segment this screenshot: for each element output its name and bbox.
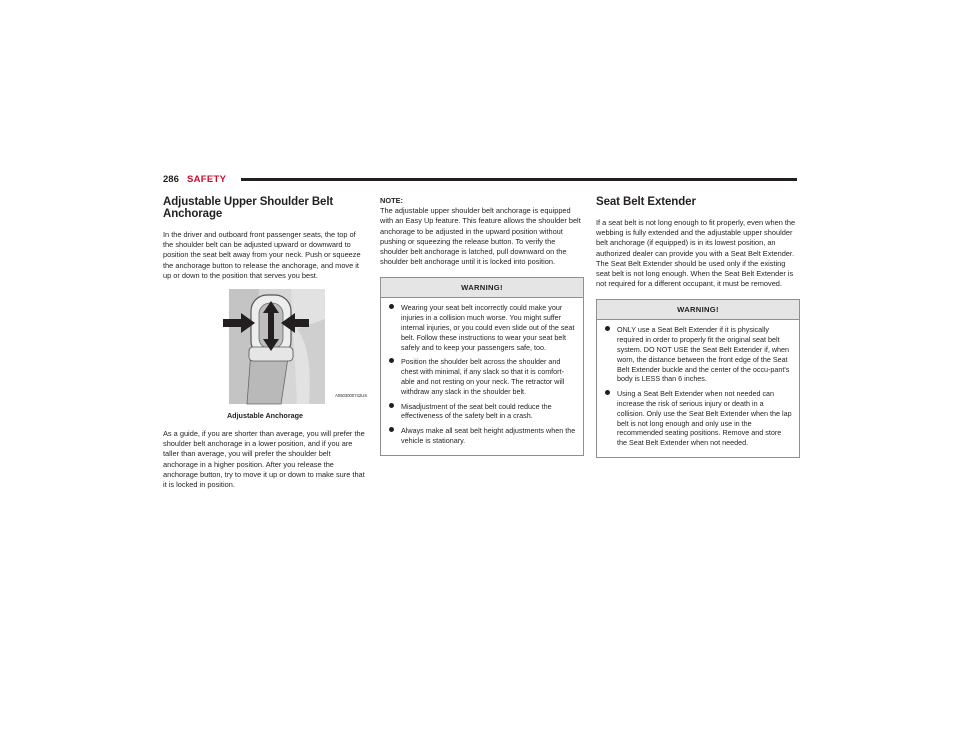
bullet-icon	[605, 390, 610, 395]
anchorage-figure	[163, 289, 367, 409]
warning-title: WARNING!	[597, 300, 799, 320]
column-middle	[380, 196, 584, 456]
warning-box-anchorage	[380, 277, 584, 455]
warning-box-extender	[596, 299, 800, 458]
bullet-icon	[389, 358, 394, 363]
note-label: NOTE:	[380, 196, 403, 205]
bullet-icon	[389, 427, 394, 432]
heading-seat-belt-extender: Seat Belt Extender	[596, 196, 696, 208]
warning-list	[597, 320, 799, 457]
warning-item: Wearing your seat belt incorrectly could make your injuries in a collision much worse. You might suffer internal injuries, or you could even slide out of the seat belt. Follow these instructions to wear your seat belt safely and to keep your passengers safe, too.	[389, 303, 577, 352]
column-left	[163, 196, 367, 498]
header-rule	[241, 178, 797, 181]
warning-item: ONLY use a Seat Belt Extender if it is physically required in order to properly fit the original seat belt system. DO NOT USE the Seat Belt Extender if, when worn, the distance between the front edge of the Seat Belt Extender buckle and the center of the occu-pant's body is LESS than 6 inches.	[605, 325, 793, 384]
column-right	[596, 196, 800, 458]
warning-item: Misadjustment of the seat belt could reduce the effectiveness of the safety belt in a crash.	[389, 402, 577, 422]
page-number: 286	[163, 174, 179, 185]
section-title: SAFETY	[187, 174, 227, 185]
note-text: The adjustable upper shoulder belt anchorage is equipped with an Easy Up feature. This feature allows the shoulder belt anchorage to be adjusted in the upward position without pushing or squeezing the release button. To verify the shoulder belt anchorage is latched, pull downward on the shoulder belt anchorage until it is locked into position.	[380, 206, 581, 267]
warning-title: WARNING!	[381, 278, 583, 298]
figure-caption: Adjustable Anchorage	[226, 411, 303, 421]
heading-adjustable-anchorage: Adjustable Upper Shoulder Belt Anchorage	[163, 196, 334, 220]
warning-item: Using a Seat Belt Extender when not needed can increase the risk of serious injury or death in a collision. Only use the Seat Belt Extender when the lap belt is not long enough and only use in the recommended seating positions. Remove and store the Seat Belt Extender when not needed.	[605, 389, 793, 448]
warning-item: Always make all seat belt height adjustments when the vehicle is stationary.	[389, 426, 577, 446]
bullet-icon	[389, 304, 394, 309]
bullet-icon	[389, 403, 394, 408]
warning-list	[381, 298, 583, 454]
paragraph-intro: In the driver and outboard front passenger seats, the top of the shoulder belt can be adjusted upward or downward to position the seat belt away from your neck. Push or squeeze the anchorage button to release the anchorage, and move it up or down to the position that serves you best.	[163, 230, 361, 280]
warning-item: Position the shoulder belt across the shoulder and chest with minimal, if any slack so that it is comfort-able and not resting on your neck. The retractor will withdraw any slack in the shoulder belt.	[389, 357, 577, 396]
figure-code: A0503000742US	[335, 393, 367, 399]
page-header	[163, 174, 797, 188]
bullet-icon	[605, 326, 610, 331]
anchorage-illustration	[163, 289, 367, 409]
paragraph-guide: As a guide, if you are shorter than average, you will prefer the shoulder belt anchorage in a lower position, and if you are taller than average, you will prefer the shoulder belt anchorage in a higher position. After you release the anchorage button, try to move it up or down to make sure that it is locked in position.	[163, 429, 365, 490]
paragraph-extender: If a seat belt is not long enough to fit properly, even when the webbing is fully extended and the adjustable upper shoulder belt anchorage (if equipped) is in its lowest position, an authorized dealer can provide you with a Seat Belt Extender. The Seat Belt Extender should be used only if the existing seat belt is not long enough. When the Seat Belt Extender is not required for a different occupant, it must be removed.	[596, 218, 796, 289]
